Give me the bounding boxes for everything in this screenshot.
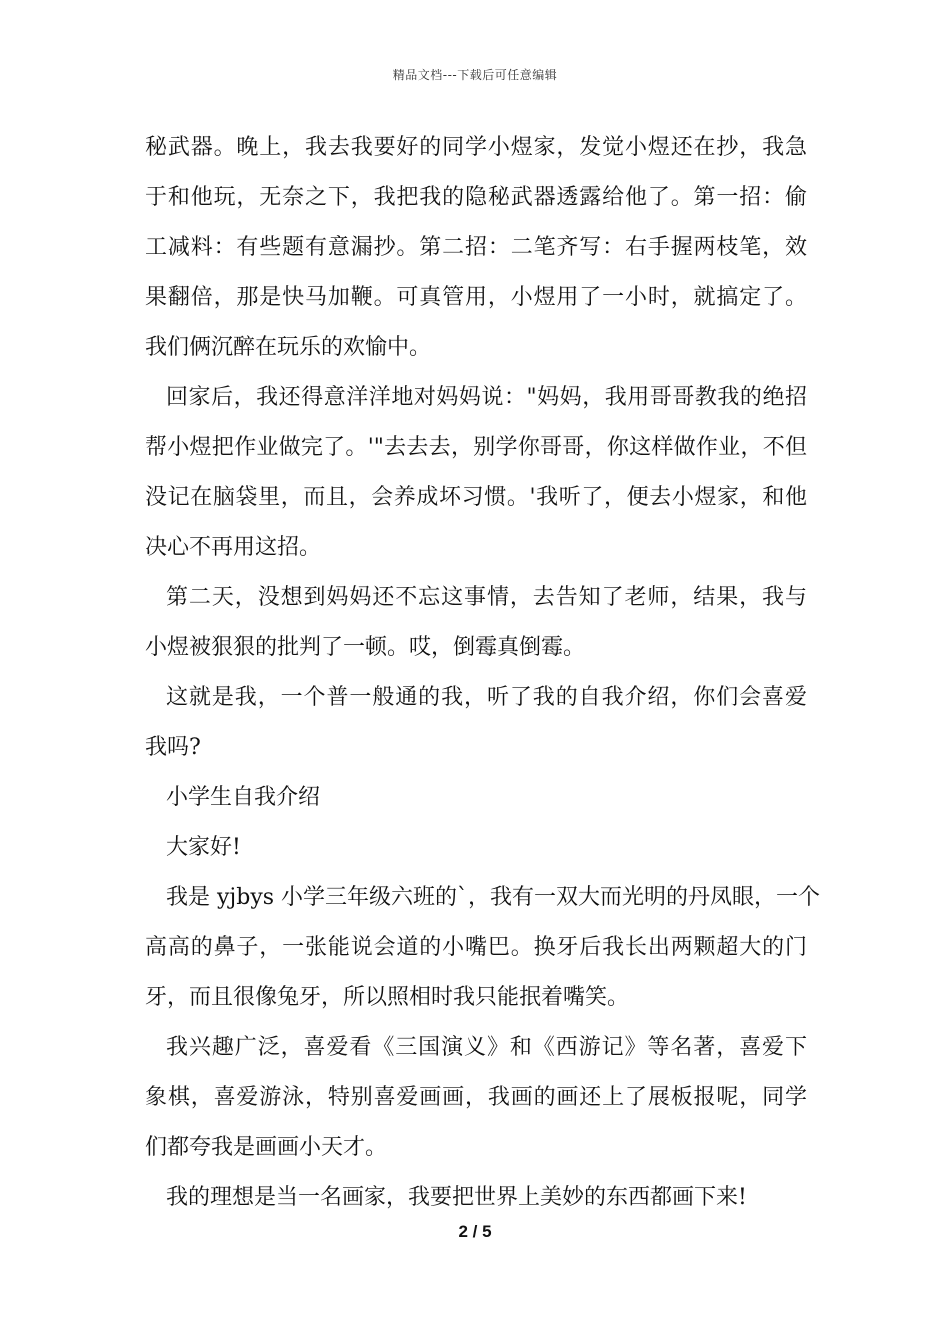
- text-line: 秘武器。晚上，我去我要好的同学小煜家，发觉小煜还在抄，我急: [145, 135, 807, 160]
- text-line: 小学生自我介绍: [166, 785, 321, 810]
- page-number: 2 / 5: [458, 1222, 492, 1241]
- text-line: 们都夸我是画画小天才。: [145, 1135, 388, 1160]
- text-line: 高高的鼻子，一张能说会道的小嘴巴。换牙后我长出两颗超大的门: [145, 935, 807, 960]
- text-line: 我们俩沉醉在玩乐的欢愉中。: [145, 335, 432, 360]
- text-line: 我的理想是当一名画家，我要把世界上美妙的东西都画下来!: [166, 1185, 747, 1210]
- text-line: 回家后，我还得意洋洋地对妈妈说："妈妈，我用哥哥教我的绝招: [166, 385, 807, 410]
- text-line: 牙，而且很像兔牙，所以照相时我只能抿着嘴笑。: [145, 985, 630, 1010]
- text-line: 大家好!: [166, 835, 241, 860]
- text-line: 这就是我，一个普一般通的我，听了我的自我介绍，你们会喜爱: [166, 685, 807, 710]
- text-line: 第二天，没想到妈妈还不忘这事情，去告知了老师，结果，我与: [166, 585, 807, 610]
- text-line: 小煜被狠狠的批判了一顿。哎，倒霉真倒霉。: [145, 635, 586, 660]
- text-line: 工减料：有些题有意漏抄。第二招：二笔齐写：右手握两枝笔，效: [145, 235, 807, 260]
- text-line: 我兴趣广泛，喜爱看《三国演义》和《西游记》等名著，喜爱下: [166, 1035, 807, 1060]
- document-body: [145, 128, 821, 1228]
- text-line: 果翻倍，那是快马加鞭。可真管用，小煜用了一小时，就搞定了。: [145, 285, 807, 310]
- text-line: 决心不再用这招。: [145, 535, 322, 560]
- text-line: 象棋，喜爱游泳，特别喜爱画画，我画的画还上了展板报呢，同学: [145, 1085, 807, 1110]
- text-line: 我是 yjbys 小学三年级六班的`，我有一双大而光明的丹凤眼，一个: [166, 885, 821, 910]
- page-header: 精品文档---下载后可任意编辑: [392, 68, 558, 82]
- text-line: 帮小煜把作业做完了。'"去去去，别学你哥哥，你这样做作业，不但: [145, 435, 807, 460]
- text-line: 于和他玩，无奈之下，我把我的隐秘武器透露给他了。第一招：偷: [145, 185, 807, 210]
- text-line: 没记在脑袋里，而且，会养成坏习惯。'我听了，便去小煜家，和他: [145, 485, 807, 510]
- text-line: 我吗?: [145, 735, 201, 760]
